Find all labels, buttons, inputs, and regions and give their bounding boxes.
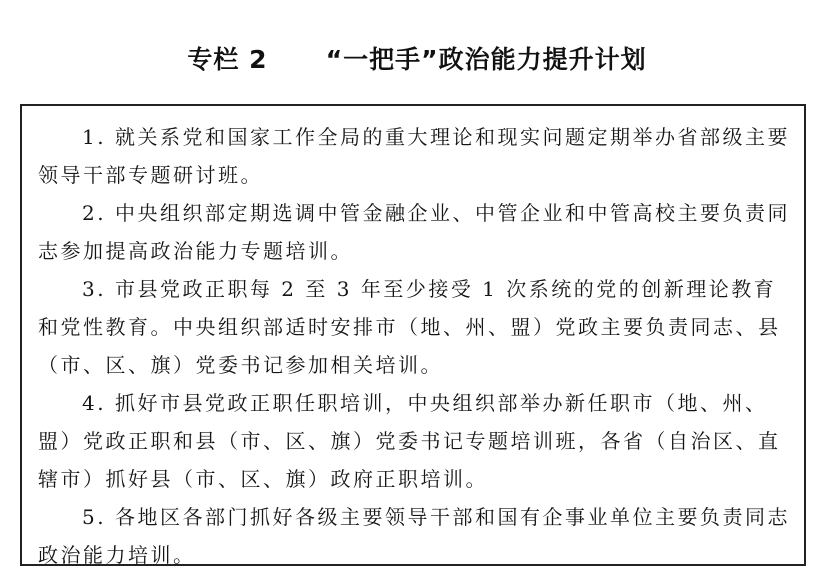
content-box — [20, 104, 806, 566]
plan-item-5: 5. 各地区各部门抓好各级主要领导干部和国有企事业单位主要负责同志政治能力培训。 — [38, 505, 790, 567]
column-number: 专栏 2 — [187, 45, 268, 74]
plan-title: “一把手”政治能力提升计划 — [325, 45, 647, 74]
title-gap — [268, 45, 326, 74]
plan-item-2: 2. 中央组织部定期选调中管金融企业、中管企业和中管高校主要负责同志参加提高政治能力专题培训。 — [38, 201, 790, 263]
plan-item-4: 4. 抓好市县党政正职任职培训，中央组织部举办新任职市（地、州、盟）党政正职和县（市、区、旗）党委书记专题培训班，各省（自治区、直辖市）抓好县（市、区、旗）政府正职培训。 — [38, 391, 781, 491]
column-title — [0, 40, 834, 76]
plan-item-3: 3. 市县党政正职每 2 至 3 年至少接受 1 次系统的党的创新理论教育和党性教育。中央组织部适时安排市（地、州、盟）党政主要负责同志、县（市、区、旗）党委书记参加相关培训。 — [38, 277, 781, 377]
plan-item-1: 1. 就关系党和国家工作全局的重大理论和现实问题定期举办省部级主要领导干部专题研讨班。 — [38, 125, 790, 187]
